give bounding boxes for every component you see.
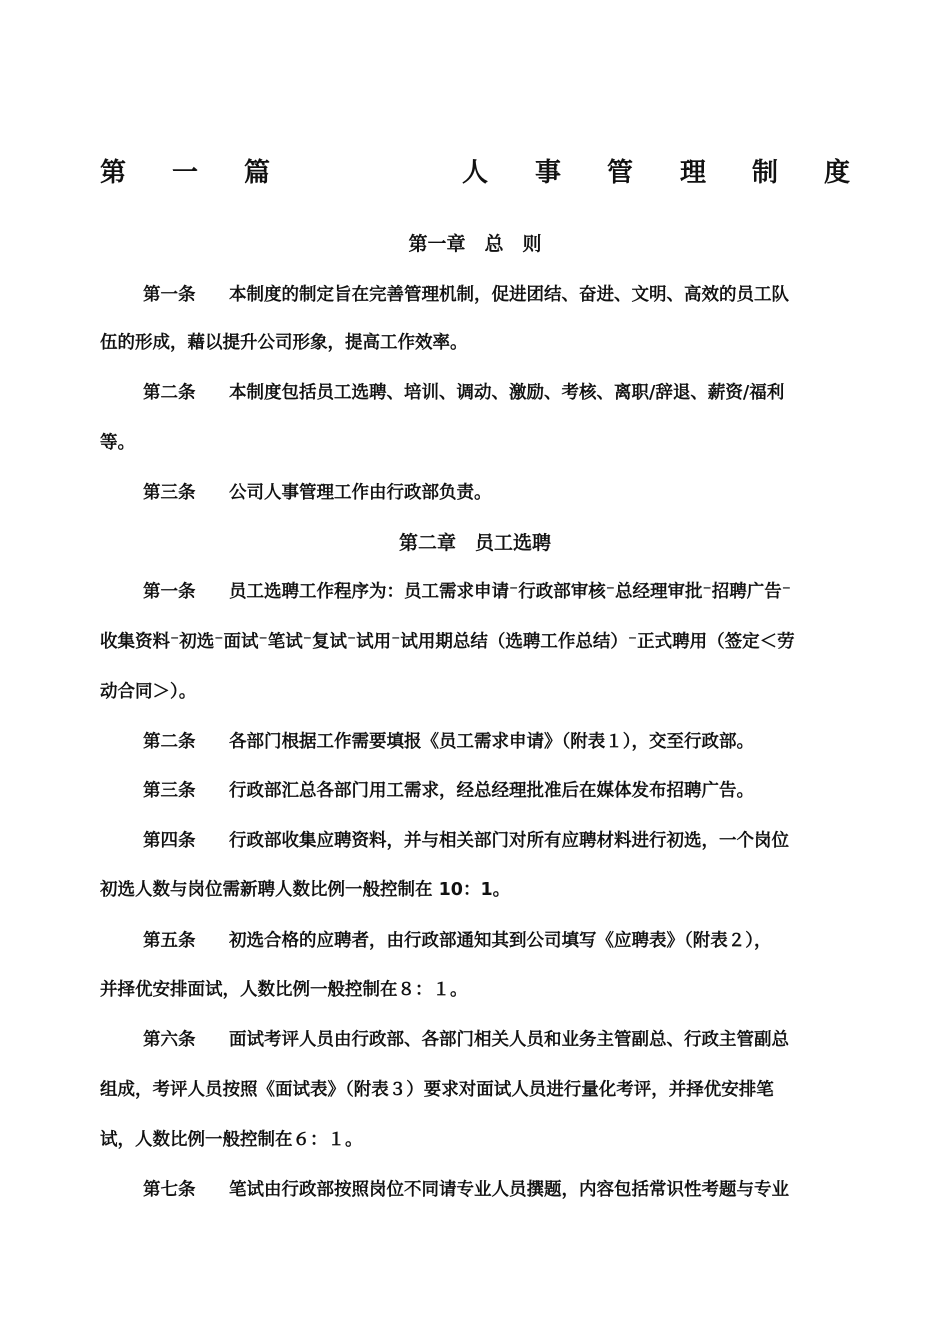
article-text: 员工选聘工作程序为：员工需求申请⁻行政部审核⁻总经理审批⁻招聘广告⁻ xyxy=(229,582,791,602)
article-text: 动合同＞）。 xyxy=(100,682,197,702)
title-char: 第 xyxy=(100,158,127,188)
page-title xyxy=(100,155,850,191)
article-label: 第七条 xyxy=(143,1180,196,1200)
article-line xyxy=(100,875,852,905)
article-text: 本制度的制定旨在完善管理机制，促进团结、奋进、文明、高效的员工队 xyxy=(229,285,789,305)
article-line xyxy=(143,280,852,310)
title-char: 人 xyxy=(462,158,489,188)
article-text: 伍的形成，藉以提升公司形象，提高工作效率。 xyxy=(100,333,468,353)
article-line xyxy=(143,1175,852,1205)
article-text: 收集资料⁻初选⁻面试⁻笔试⁻复试⁻试用⁻试用期总结（选聘工作总结）⁻正式聘用（签定＜劳 xyxy=(100,632,795,652)
article-text: 并择优安排面试，人数比例一般控制在８：１。 xyxy=(100,980,468,1000)
article-line xyxy=(100,975,852,1005)
article-line xyxy=(143,577,852,607)
article-text: 本制度包括员工选聘、培训、调动、激励、考核、离职/辞退、薪资/福利 xyxy=(229,383,785,403)
title-char: 制 xyxy=(752,158,779,188)
article-text: 组成，考评人员按照《面试表》（附表３）要求对面试人员进行量化考评，并择优安排笔 xyxy=(100,1080,774,1100)
article-line xyxy=(100,1075,852,1105)
article-line xyxy=(143,1025,852,1055)
article-label: 第一条 xyxy=(143,582,196,602)
article-line xyxy=(100,428,852,458)
article-line xyxy=(100,1125,852,1155)
article-text: 等。 xyxy=(100,433,135,453)
article-text: 各部门根据工作需要填报《员工需求申请》（附表１），交至行政部。 xyxy=(229,732,754,752)
title-char: 理 xyxy=(680,158,707,188)
article-line xyxy=(100,328,852,358)
article-text: 笔试由行政部按照岗位不同请专业人员撰题，内容包括常识性考题与专业 xyxy=(229,1180,789,1200)
article-line xyxy=(100,627,852,657)
title-char: 篇 xyxy=(244,158,271,188)
article-line xyxy=(143,776,852,806)
title-char: 管 xyxy=(607,158,634,188)
article-text: 初选人数与岗位需新聘人数比例一般控制在 10：1。 xyxy=(100,880,511,900)
article-line xyxy=(143,926,852,956)
article-label: 第二条 xyxy=(143,383,196,403)
chapter-heading: 第二章 员工选聘 xyxy=(398,532,551,554)
article-label: 第四条 xyxy=(143,831,196,851)
article-line xyxy=(143,826,852,856)
title-char: 度 xyxy=(824,158,851,188)
article-label: 第六条 xyxy=(143,1030,196,1050)
article-label: 第五条 xyxy=(143,931,196,951)
title-char: 一 xyxy=(172,158,199,188)
article-line xyxy=(143,478,852,508)
article-label: 第三条 xyxy=(143,781,196,801)
article-text: 行政部收集应聘资料，并与相关部门对所有应聘材料进行初选，一个岗位 xyxy=(229,831,789,851)
article-text: 面试考评人员由行政部、各部门相关人员和业务主管副总、行政主管副总 xyxy=(229,1030,789,1050)
article-line xyxy=(143,378,852,408)
article-label: 第一条 xyxy=(143,285,196,305)
article-text: 行政部汇总各部门用工需求，经总经理批准后在媒体发布招聘广告。 xyxy=(229,781,754,801)
article-label: 第三条 xyxy=(143,483,196,503)
article-text: 初选合格的应聘者，由行政部通知其到公司填写《应聘表》（附表２）， xyxy=(229,931,772,951)
article-line xyxy=(100,677,852,707)
article-label: 第二条 xyxy=(143,732,196,752)
article-text: 公司人事管理工作由行政部负责。 xyxy=(229,483,492,503)
article-line xyxy=(143,727,852,757)
chapter-heading: 第一章 总 则 xyxy=(408,233,542,255)
title-char: 事 xyxy=(535,158,562,188)
article-text: 试，人数比例一般控制在６：１。 xyxy=(100,1130,363,1150)
